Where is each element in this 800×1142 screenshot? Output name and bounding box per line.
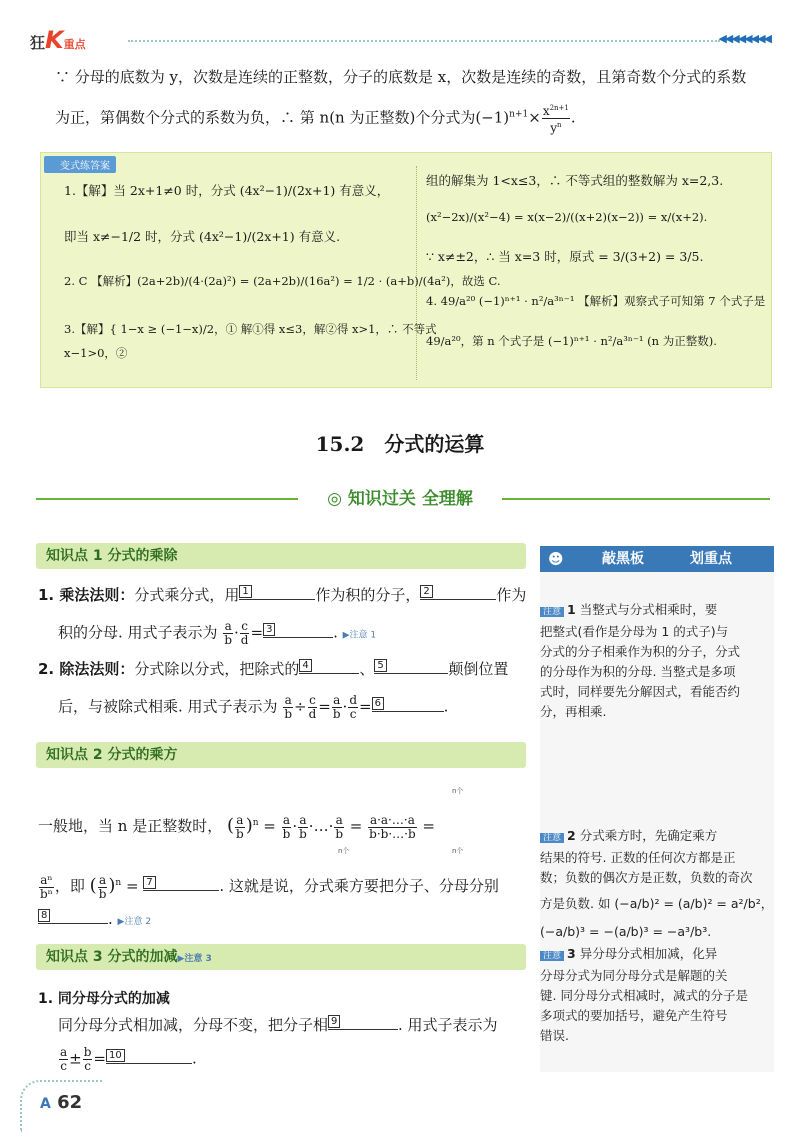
kp1-rule2-line1 xyxy=(38,658,508,680)
kp2-line3: 8 . ▶注意 2 xyxy=(38,908,151,933)
kp1-rule1-a: 分式乘分式，用 xyxy=(134,586,240,604)
kp3-formula: $\frac{a}{c}$ ± $\frac{b}{c}$ = 10 . xyxy=(60,1045,197,1073)
note-2-tag: 注意 xyxy=(540,833,564,843)
answer-4-line-1: 4. 49/a²⁰ (−1)ⁿ⁺¹ · n²/a³ⁿ⁻¹ 【解析】观察式子可知第 7 个式子是 xyxy=(426,294,766,308)
banner-line-right xyxy=(502,498,770,500)
intro-line-2-text: 为正，第偶数个分式的系数为负，∴ 第 n(n 为正整数)个分式为(−1) xyxy=(55,108,510,127)
section-title-text: 分式的运算 xyxy=(384,432,485,456)
note-3-line: 分母分式为同分母分式是解题的关 xyxy=(540,968,728,983)
answer-3-line-1: 3.【解】{ 1−x ≥ (−1−x)/2，① 解①得 x≤3，解②得 x>1，∴ 不等式 xyxy=(64,322,437,336)
blank-9[interactable] xyxy=(328,1016,398,1030)
answers-tag: 变式练答案 xyxy=(44,156,116,173)
kp3-sub1: 1. 同分母分式的加减 xyxy=(38,991,170,1007)
note-1-line: 分式的分子相乘作为积的分子，分式 xyxy=(540,644,741,659)
blank-9-number: 9 xyxy=(328,1015,340,1028)
kp1-rule2-c: 颠倒位置 xyxy=(448,660,509,678)
note-1-line: 的分母作为积的分母. 当整式是多项 xyxy=(540,664,736,679)
answer-3-simplify: (x²−2x)/(x²−4) = x(x−2)/((x+2)(x−2)) = x/(x+2). xyxy=(426,210,708,224)
blank-10-number: 10 xyxy=(106,1049,125,1062)
blank-1[interactable] xyxy=(239,586,315,600)
kp1-rule1-c: 作为 xyxy=(496,586,527,604)
note-1-line: 把整式(看作是分母为 1 的式子)与 xyxy=(540,624,729,639)
brand-suffix: 重点 xyxy=(63,38,86,51)
blank-8-number: 8 xyxy=(38,909,50,922)
side-title-b: 划重点 xyxy=(690,551,732,567)
page-number xyxy=(40,1092,82,1113)
blank-2[interactable] xyxy=(420,586,496,600)
answers-right-column xyxy=(426,168,764,378)
kp2-n-label-top: n个 xyxy=(452,787,464,795)
kp2-line2: $\frac{\text{aⁿ}}{\text{bⁿ}}$ ，即 ( $\frac{a}{b}$ )$^n$ = 7 . 这就是说，分式乘方要把分子、分母分别 xyxy=(40,872,499,901)
banner-line-left xyxy=(36,498,298,500)
kp2-line1-text: 一般地，当 n 是正整数时， xyxy=(38,817,223,835)
kp1-rule2-d: 后，与被除式相乘. 用式子表示为 xyxy=(58,697,278,716)
side-title-a: 敲黑板 xyxy=(602,551,644,567)
blank-4[interactable] xyxy=(299,660,359,674)
note-3-tag: 注意 xyxy=(540,951,564,961)
answers-left-column xyxy=(64,176,501,376)
blank-3[interactable] xyxy=(263,623,333,638)
kp2-product-fraction: $\frac{a\cdot a\cdot\dots\cdot a}{b\cdot b\cdot\dots\cdot b}$ xyxy=(369,812,416,841)
intro-fraction xyxy=(542,102,570,135)
answer-1-line-1: 1.【解】当 2x+1≠0 时，分式 (4x²−1)/(2x+1) 有意义， xyxy=(64,183,390,198)
header-divider xyxy=(128,40,720,42)
kp1-rule2-line2: 后，与被除式相乘. 用式子表示为 $\frac{a}{b}$ ÷ $\frac{c}{d}$ = $\frac{a}{b}$ · $\frac{d}{c}$ = 6 . xyxy=(58,693,449,721)
intro-frac-den: y xyxy=(550,121,557,135)
answer-3-result: ∵ x≠±2，∴ 当 x=3 时，原式 = 3/(3+2) = 3/5. xyxy=(426,249,704,264)
side-panel-header xyxy=(540,546,774,572)
page-logo-icon: A xyxy=(40,1096,51,1112)
side-note-2 xyxy=(540,826,774,942)
answer-1-line-2: 即当 x≠−1/2 时，分式 (4x²−1)/(2x+1) 有意义. xyxy=(64,229,341,244)
note-2-line: 方是负数. 如 (−a/b)² = (a/b)² = a²/b²， xyxy=(540,896,774,911)
teacher-icon: ☻ xyxy=(548,550,564,568)
note-3-line: 键. 同分母分式相减时，减式的分子是 xyxy=(540,988,748,1003)
note-3-line: 异分母分式相加减，化异 xyxy=(579,946,718,961)
kp1-rule1-label: 1. 乘法法则： xyxy=(38,586,135,604)
intro-exp: n+1 xyxy=(509,109,529,120)
knowledge-banner-text: 知识过关 全理解 xyxy=(347,489,473,509)
kp3-heading-text: 知识点 3 分式的加减 xyxy=(46,949,178,965)
intro-frac-num-exp: 2n+1 xyxy=(549,104,569,112)
kp1-heading: 知识点 1 分式的乘除 xyxy=(36,543,526,569)
note-1-ref[interactable]: ▶注意 1 xyxy=(342,630,377,641)
note-1-tag: 注意 xyxy=(540,607,564,617)
side-note-1 xyxy=(540,600,774,722)
kp3-heading xyxy=(36,944,526,970)
kp3-sub1-text: 同分母分式相加减，分母不变，把分子相 xyxy=(58,1016,329,1034)
blank-7-number: 7 xyxy=(143,876,155,889)
kp3-sub1-text-b: . 用式子表示为 xyxy=(398,1016,498,1034)
blank-5-number: 5 xyxy=(374,659,386,672)
note-2-line: (−a/b)³ = −(a/b)³ = −a³/b³. xyxy=(540,924,712,939)
kp2-line1: 一般地，当 n 是正整数时， ( $\frac{a}{b}$ )$^n$ = $\frac{a}{b}$ · $\frac{a}{b}$ ·…· $\frac{a}{b}$ = $\frac{a\cdot a\cdot\dots\cdot a}{b\cdot b\cdot\dots\cdot b}$ = xyxy=(38,812,435,841)
side-note-3 xyxy=(540,944,774,1046)
kp2-n-label-left: n个 xyxy=(338,847,350,855)
note-2-line: 分式乘方时，先确定乘方 xyxy=(579,828,718,843)
kp2-line2-c: . 这就是说，分式乘方要把分子、分母分别 xyxy=(219,877,499,895)
answer-2: 2. C 【解析】(2a+2b)/(4·(2a)²) = (2a+2b)/(16a²) = 1/2 · (a+b)/(4a²)，故选 C. xyxy=(64,274,501,288)
kp3-sub1-line xyxy=(58,1014,498,1036)
header-arrows-icon: ◀◀◀◀◀◀◀◀ xyxy=(718,32,770,45)
answer-4-line-2: 49/a²⁰，第 n 个式子是 (−1)ⁿ⁺¹ · n²/a³ⁿ⁻¹ (n 为正整数). xyxy=(426,334,717,348)
kp2-line2-a: ，即 xyxy=(54,877,85,895)
kp1-rule1-line1 xyxy=(38,584,526,606)
note-1-number: 1 xyxy=(567,602,576,617)
blank-8[interactable] xyxy=(38,910,108,924)
brand-k: K xyxy=(45,26,64,54)
frac-c-d: $\frac{c}{d}$ xyxy=(240,619,249,647)
section-title xyxy=(0,428,800,457)
blank-6[interactable] xyxy=(372,697,444,712)
note-2-line: 结果的符号. 正数的任何次方都是正 xyxy=(540,850,736,865)
intro-line-1: ∵ 分母的底数为 y，次数是连续的正整数，分子的底数是 x，次数是连续的奇数，且第奇数个分式的系数 xyxy=(55,68,747,86)
answer-3-line-2: x−1>0，② xyxy=(64,346,128,360)
knowledge-banner xyxy=(300,484,500,509)
intro-frac-num: x xyxy=(542,104,550,118)
answer-3-continued: 组的解集为 1<x≤3，∴ 不等式组的整数解为 x=2,3. xyxy=(426,173,724,188)
intro-end: . xyxy=(570,108,576,127)
blank-6-number: 6 xyxy=(372,697,384,710)
kp2-line2-b: = xyxy=(126,877,144,895)
blank-7[interactable] xyxy=(143,877,219,891)
note-1-line: 当整式与分式相乘时，要 xyxy=(579,602,718,617)
blank-3-number: 3 xyxy=(263,623,275,636)
note-3-ref[interactable]: ▶注意 3 xyxy=(177,954,212,964)
blank-10[interactable] xyxy=(106,1049,192,1064)
note-3-line: 错误. xyxy=(540,1028,569,1043)
note-3-number: 3 xyxy=(567,946,576,961)
note-3-line: 多项式的要加括号，避免产生符号 xyxy=(540,1008,728,1023)
note-2-number: 2 xyxy=(567,828,576,843)
section-number: 15.2 xyxy=(315,432,365,456)
intro-line-2 xyxy=(55,102,775,135)
kp2-n-label-right: n个 xyxy=(452,847,464,855)
intro-times: × xyxy=(528,108,541,127)
intro-paragraph xyxy=(55,66,775,135)
page-number-text: 62 xyxy=(57,1092,83,1113)
note-2-ref[interactable]: ▶注意 2 xyxy=(117,917,152,927)
kp1-rule1-b: 作为积的分子， xyxy=(315,586,421,604)
swirl-icon: ◎ xyxy=(327,489,342,509)
brand-prefix: 狂 xyxy=(30,34,46,52)
blank-4-number: 4 xyxy=(299,659,311,672)
kp1-rule1-d: 积的分母. 用式子表示为 xyxy=(58,623,218,642)
frac-a-b: $\frac{a}{b}$ xyxy=(224,619,233,647)
intro-frac-den-exp: n xyxy=(556,121,562,129)
kp2-heading: 知识点 2 分式的乘方 xyxy=(36,742,526,768)
blank-1-number: 1 xyxy=(239,585,251,598)
note-2-line: 数；负数的偶次方是正数，负数的奇次 xyxy=(540,870,753,885)
kp1-rule1-line2: 积的分母. 用式子表示为 $\frac{a}{b}$ · $\frac{c}{d}$ = 3 . ▶注意 1 xyxy=(58,619,377,647)
note-1-line: 式时，同样要先分解因式，看能否约 xyxy=(540,684,741,699)
blank-2-number: 2 xyxy=(420,585,432,598)
kp1-rule2-b: 、 xyxy=(359,660,375,678)
blank-5[interactable] xyxy=(374,660,448,674)
kp1-rule2-a: 分式除以分式，把除式的 xyxy=(134,660,300,678)
kp1-rule2-label: 2. 除法法则： xyxy=(38,660,135,678)
note-1-line: 分，再相乘. xyxy=(540,704,607,719)
brand-logo xyxy=(30,26,86,54)
